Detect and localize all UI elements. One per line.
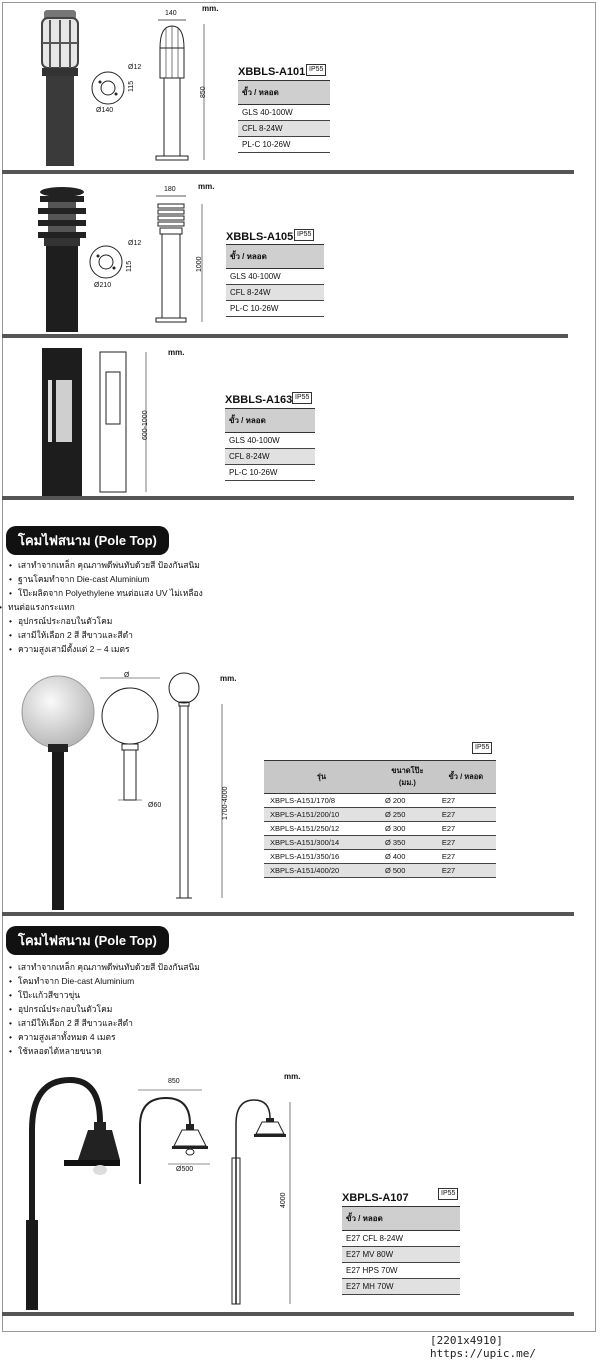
unit-label: mm.	[168, 348, 185, 357]
curved-arm-drawing	[132, 1088, 212, 1188]
model-name: XBBLS-A105	[226, 231, 294, 243]
ip-badge: IP55	[292, 392, 312, 404]
model-cell: XBPLS-A151/250/12	[264, 822, 379, 836]
height-dim: 4000	[280, 1192, 287, 1208]
feature-item: • ใช้หลอดได้หลายขนาด	[18, 1044, 248, 1058]
spec-row: PL-C 10-26W	[226, 301, 324, 317]
socket-cell: E27	[436, 850, 496, 864]
feature-item: • โป๊ะแก้วสีขาวขุ่น	[18, 988, 248, 1002]
model-cell: XBPLS-A151/400/20	[264, 864, 379, 878]
table-row	[264, 850, 496, 864]
feature-list	[8, 558, 248, 656]
spec-header: ขั้ว / หลอด	[238, 80, 330, 105]
size-cell: Ø 200	[379, 794, 436, 808]
section-divider	[2, 170, 574, 174]
height-dim: 1000	[196, 256, 203, 272]
socket-cell: E27	[436, 794, 496, 808]
feature-item: • ทนต่อแรงกระแทก	[8, 600, 248, 614]
diameter-dim: Ø	[124, 672, 130, 679]
feature-item: • โคมทำจาก Die-cast Aluminium	[18, 974, 248, 988]
feature-item: • โป๊ะผลิตจาก Polyethylene ทนต่อแสง UV ไม่เหลือง	[18, 586, 248, 600]
table-row	[264, 822, 496, 836]
base-dim: Ø140	[96, 107, 114, 114]
bolt-dim: 115	[126, 260, 133, 272]
globe-light-drawing	[100, 672, 162, 814]
feature-item: • เสามีให้เลือก 2 สี สีขาวและสีดำ	[18, 1016, 248, 1030]
spec-row: CFL 8-24W	[238, 121, 330, 137]
spec-row: GLS 40-100W	[225, 433, 315, 449]
column-header: ขนาดโป๊ะ (มม.)	[379, 761, 436, 794]
bolt-dim: 115	[128, 80, 135, 92]
column-header: รุ่น	[264, 761, 379, 794]
table-row	[264, 836, 496, 850]
hole-dim: Ø12	[128, 240, 142, 247]
spec-row: E27 HPS 70W	[342, 1263, 460, 1279]
model-cell: XBPLS-A151/300/14	[264, 836, 379, 850]
feature-item: • เสามีให้เลือก 2 สี สีขาวและสีดำ	[18, 628, 248, 642]
model-cell: XBPLS-A151/350/16	[264, 850, 379, 864]
socket-cell: E27	[436, 836, 496, 850]
socket-cell: E27	[436, 808, 496, 822]
height-dim: 850	[200, 86, 207, 98]
curved-arm-light-photo	[22, 1070, 124, 1314]
ip-badge: IP55	[306, 64, 326, 76]
feature-item: • เสาทำจากเหล็ก คุณภาพดีพ่นทับด้วยสี ป้องกันสนิม	[18, 960, 248, 974]
model-name: XBBLS-A101	[238, 66, 306, 78]
width-dim: 140	[165, 10, 177, 17]
spec-row: E27 MV 80W	[342, 1247, 460, 1263]
spec-row: GLS 40-100W	[226, 269, 324, 285]
spec-row: GLS 40-100W	[238, 105, 330, 121]
socket-cell: E27	[436, 822, 496, 836]
spec-row: CFL 8-24W	[226, 285, 324, 301]
socket-cell: E27	[436, 864, 496, 878]
spec-table	[226, 244, 324, 317]
spec-row: CFL 8-24W	[225, 449, 315, 465]
table-row	[264, 794, 496, 808]
feature-item: • ความสูงเสาทั้งหมด 4 เมตร	[18, 1030, 248, 1044]
spec-header: ขั้ว / หลอด	[342, 1206, 460, 1231]
size-cell: Ø 350	[379, 836, 436, 850]
base-plate-a105-drawing	[88, 244, 124, 280]
arm-dim: 850	[168, 1078, 180, 1085]
base-plate-a101-drawing	[90, 70, 126, 106]
bollard-a163-drawing	[96, 350, 166, 496]
width-dim: 180	[164, 186, 176, 193]
section-divider	[2, 334, 568, 338]
ip-badge: IP55	[472, 742, 492, 754]
table-row	[264, 864, 496, 878]
image-source-caption: [2201x4910] https://upic.me/	[430, 1334, 536, 1360]
feature-item: • ฐานโคมทำจาก Die-cast Aluminium	[18, 572, 248, 586]
curved-arm-pole-drawing	[226, 1094, 300, 1308]
bollard-a105-photo	[34, 186, 90, 334]
size-cell: Ø 300	[379, 822, 436, 836]
spec-header: ขั้ว / หลอด	[225, 408, 315, 433]
feature-item: • อุปกรณ์ประกอบในตัวโคม	[18, 614, 248, 628]
section-divider	[2, 496, 574, 500]
model-name: XBPLS-A107	[342, 1192, 409, 1204]
size-cell: Ø 250	[379, 808, 436, 822]
spec-row: PL-C 10-26W	[238, 137, 330, 153]
section-title: โคมไฟสนาม (Pole Top)	[6, 526, 169, 555]
model-cell: XBPLS-A151/170/8	[264, 794, 379, 808]
section-divider	[2, 1312, 574, 1316]
section-title: โคมไฟสนาม (Pole Top)	[6, 926, 169, 955]
ip-badge: IP55	[294, 229, 314, 241]
spec-row: E27 CFL 8-24W	[342, 1231, 460, 1247]
section-divider	[2, 912, 574, 916]
unit-label: mm.	[198, 182, 215, 191]
spec-table	[225, 408, 315, 481]
model-table	[264, 760, 496, 878]
hole-dim: Ø12	[128, 64, 142, 71]
size-cell: Ø 400	[379, 850, 436, 864]
feature-item: • อุปกรณ์ประกอบในตัวโคม	[18, 1002, 248, 1016]
spec-row: PL-C 10-26W	[225, 465, 315, 481]
size-cell: Ø 500	[379, 864, 436, 878]
column-header: ขั้ว / หลอด	[436, 761, 496, 794]
bollard-a163-photo	[40, 348, 84, 498]
spec-row: E27 MH 70W	[342, 1279, 460, 1295]
model-name: XBBLS-A163	[225, 394, 293, 406]
shade-dim: Ø500	[176, 1166, 194, 1173]
table-row	[264, 808, 496, 822]
spec-table	[342, 1206, 460, 1295]
base-dim: Ø210	[94, 282, 112, 289]
model-cell: XBPLS-A151/200/10	[264, 808, 379, 822]
feature-item: • ความสูงเสามีตั้งแต่ 2 – 4 เมตร	[18, 642, 248, 656]
feature-list	[8, 960, 248, 1058]
feature-item: • เสาทำจากเหล็ก คุณภาพดีพ่นทับด้วยสี ป้องกันสนิม	[18, 558, 248, 572]
base-dim: Ø60	[148, 802, 162, 809]
bollard-a101-photo	[30, 8, 90, 168]
height-dim: 600-1000	[142, 410, 149, 440]
unit-label: mm.	[220, 674, 237, 683]
unit-label: mm.	[284, 1072, 301, 1081]
globe-light-photo	[20, 674, 98, 912]
spec-header: ขั้ว / หลอด	[226, 244, 324, 269]
ip-badge: IP55	[438, 1188, 458, 1200]
unit-label: mm.	[202, 4, 219, 13]
spec-table	[238, 80, 330, 153]
height-dim: 1700-4000	[222, 786, 229, 820]
